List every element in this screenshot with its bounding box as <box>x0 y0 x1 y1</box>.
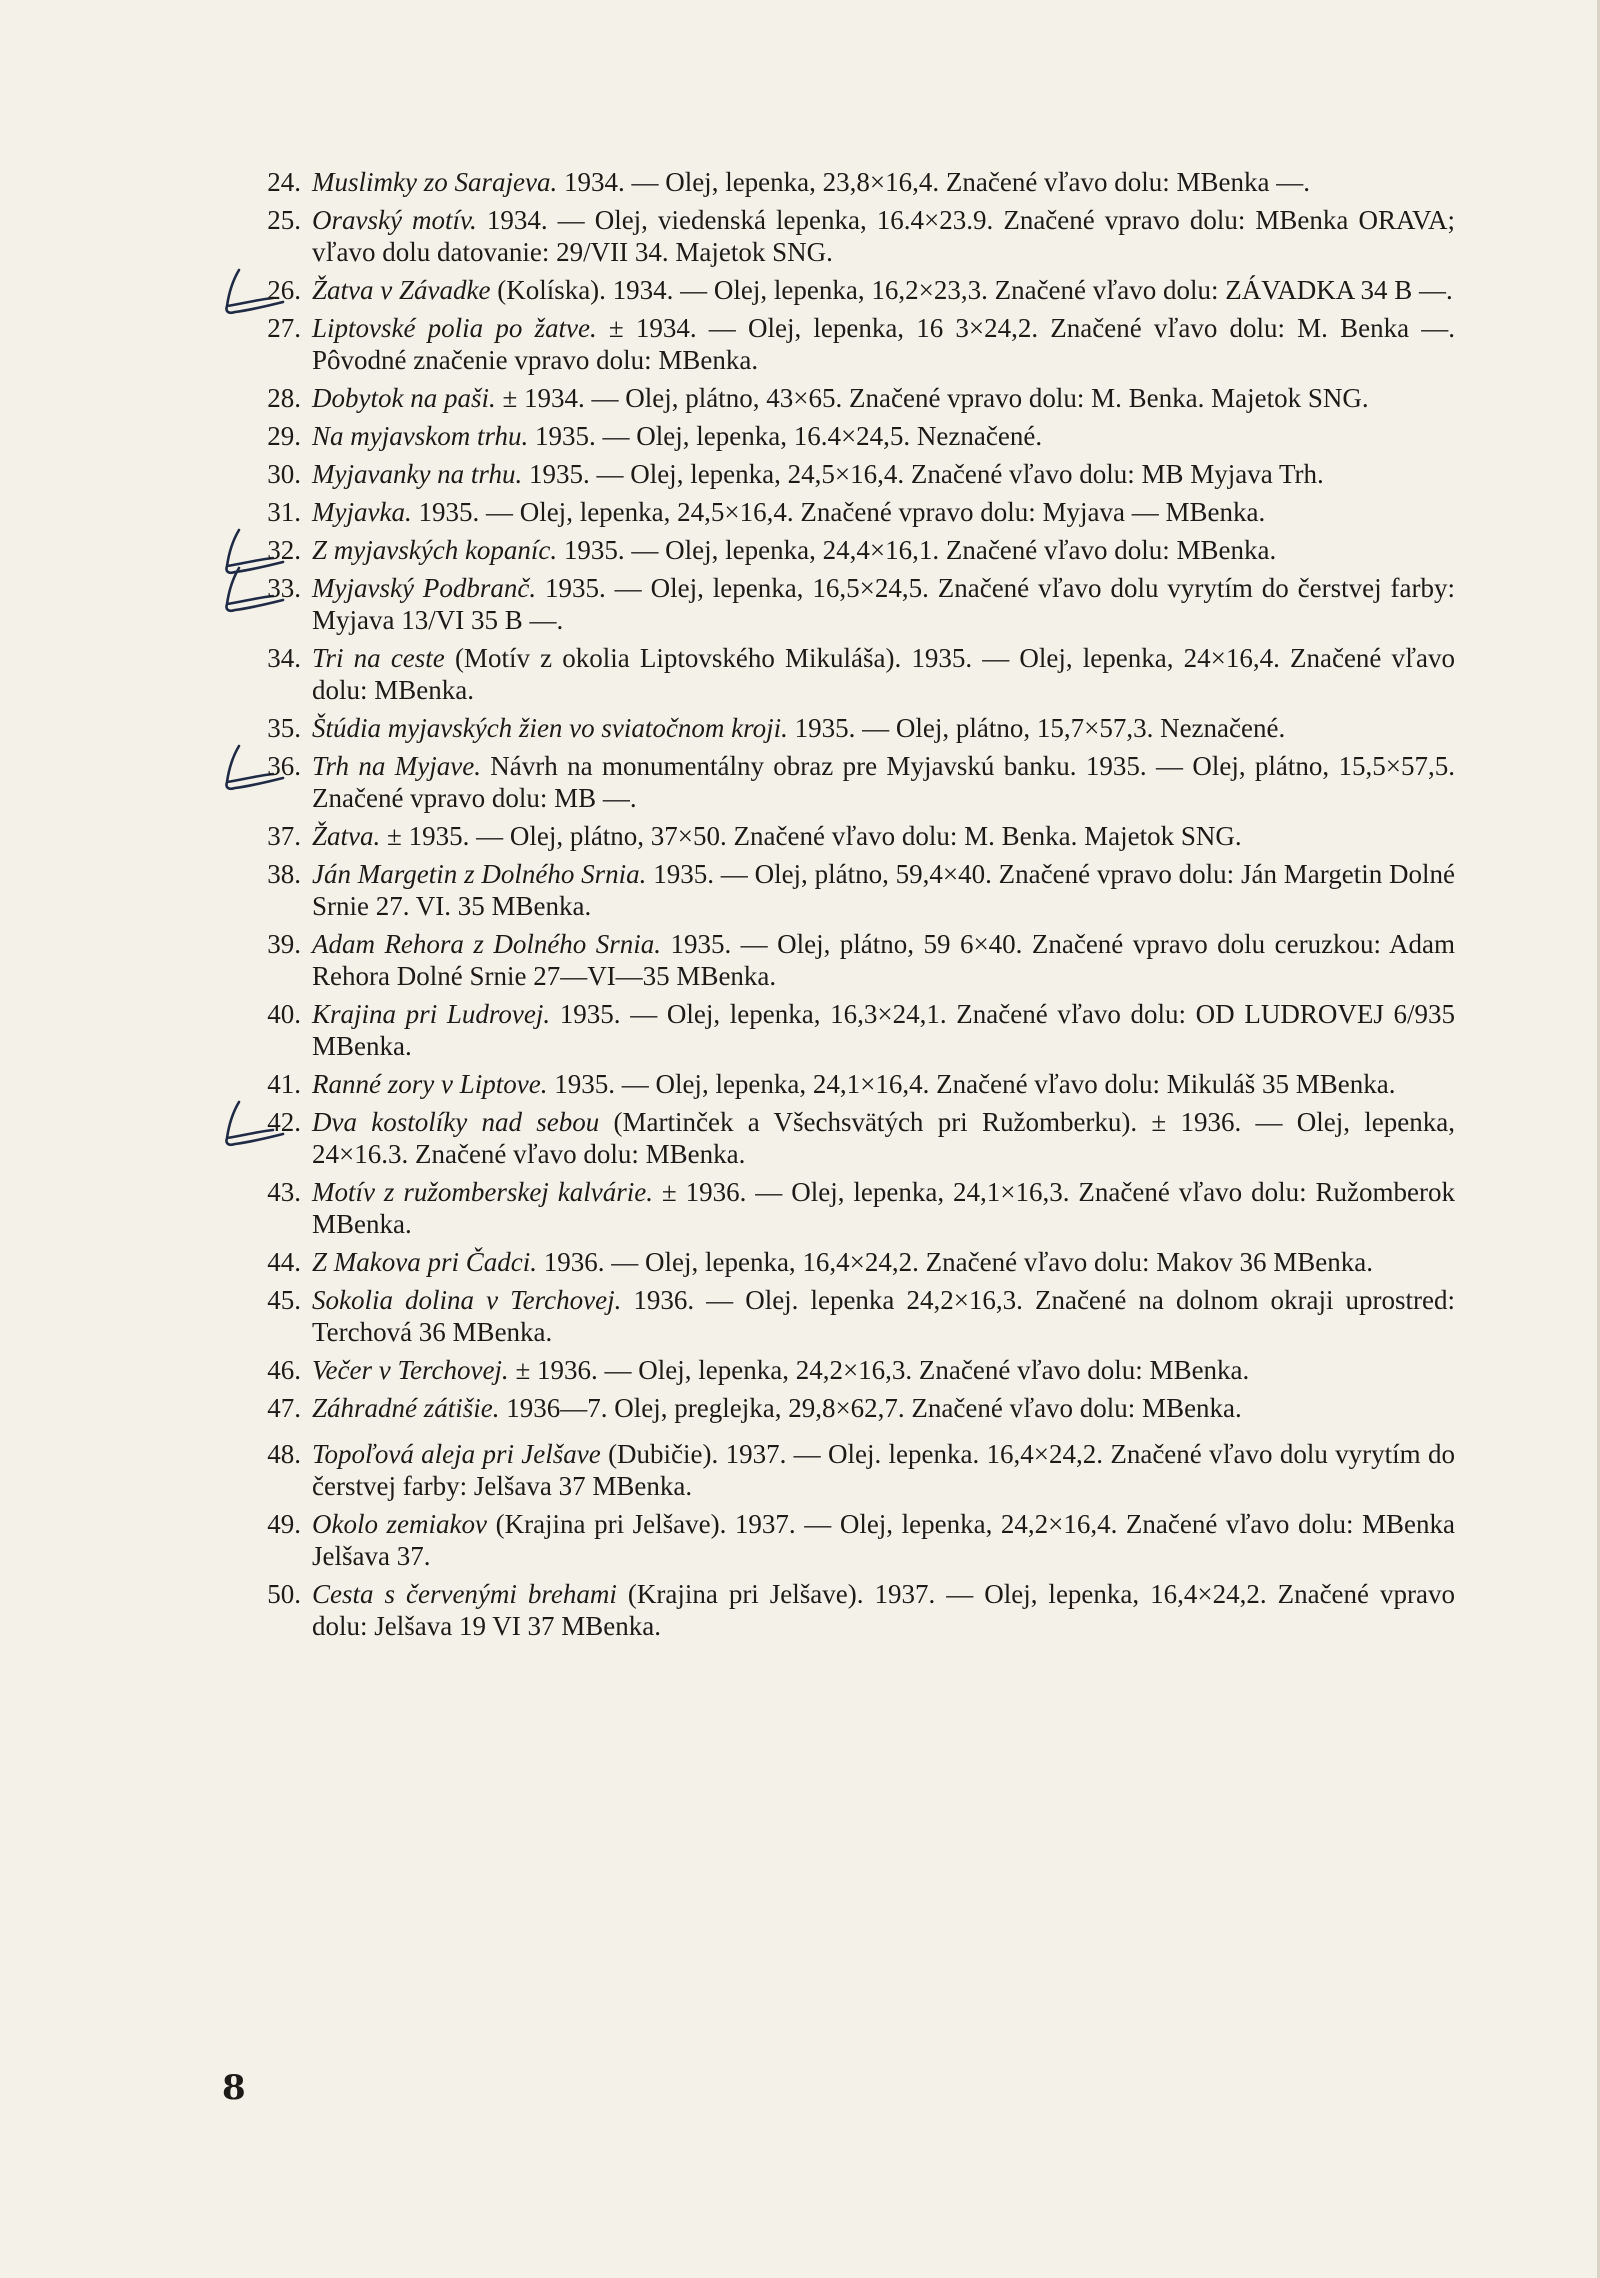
entry-title: Myjavanky na trhu. <box>312 459 523 489</box>
entry-number: 44. <box>267 1247 301 1277</box>
entry-title: Myjavský Podbranč. <box>312 573 537 603</box>
catalog-entry <box>235 1354 1455 1386</box>
entry-title: Dobytok na paši. <box>312 383 496 413</box>
entry-description: Návrh na monumentálny obraz pre Myjavskú banku. 1935. — Olej, plátno, 15,5×57,5. Značené vpravo dolu: MB —. <box>312 751 1455 813</box>
catalog-entry <box>235 382 1455 414</box>
catalog-entry <box>235 1438 1455 1502</box>
catalog-entry <box>235 496 1455 528</box>
entry-title: Okolo zemiakov <box>312 1509 488 1539</box>
catalog-entry <box>235 458 1455 490</box>
entry-number: 25. <box>267 205 301 235</box>
entry-number: 43. <box>267 1177 301 1207</box>
entry-description: 1934. — Olej, viedenská lepenka, 16.4×23.9. Značené vpravo dolu: MBenka ORAVA; vľavo dolu datovanie: 29/VII 34. Majetok SNG. <box>312 205 1455 267</box>
catalog-entry <box>235 750 1455 814</box>
catalog-entry <box>235 642 1455 706</box>
entry-description: 1936. — Olej. lepenka 24,2×16,3. Značené na dolnom okraji uprostred: Terchová 36 MBenka. <box>312 1285 1455 1347</box>
catalog-entry <box>235 1392 1455 1424</box>
entry-number: 36. <box>267 751 301 781</box>
entry-description: 1935. — Olej, lepenka, 16,3×24,1. Značené vľavo dolu: OD LUDROVEJ 6/935 MBenka. <box>312 999 1455 1061</box>
entry-description: 1935. — Olej, lepenka, 24,1×16,4. Značené vľavo dolu: Mikuláš 35 MBenka. <box>547 1069 1396 1099</box>
entry-number: 29. <box>267 421 301 451</box>
catalog-entry <box>235 1068 1455 1100</box>
catalog-entry <box>235 420 1455 452</box>
entry-description: 1936. — Olej, lepenka, 16,4×24,2. Značené vľavo dolu: Makov 36 MBenka. <box>536 1247 1374 1277</box>
entry-title: Záhradné zátišie. <box>312 1393 500 1423</box>
catalog-entries <box>235 166 1455 1648</box>
entry-number: 47. <box>267 1393 301 1423</box>
entry-description: ± 1936. — Olej, lepenka, 24,2×16,3. Značené vľavo dolu: MBenka. <box>508 1355 1250 1385</box>
entry-title: Cesta s červenými brehami <box>312 1579 617 1609</box>
entry-title: Trh na Myjave. <box>312 751 481 781</box>
entry-number: 45. <box>267 1285 301 1315</box>
entry-number: 39. <box>267 929 301 959</box>
entry-number: 48. <box>267 1439 301 1469</box>
entry-description: (Kolíska). 1934. — Olej, lepenka, 16,2×23,3. Značené vľavo dolu: ZÁVADKA 34 B —. <box>490 275 1453 305</box>
entry-description: 1935. — Olej, lepenka, 24,5×16,4. Značené vľavo dolu: MB Myjava Trh. <box>522 459 1324 489</box>
entry-description: 1935. — Olej, lepenka, 24,5×16,4. Značené vpravo dolu: Myjava — MBenka. <box>411 497 1266 527</box>
entry-number: 35. <box>267 713 301 743</box>
entry-description: 1935. — Olej, plátno, 59 6×40. Značené vpravo dolu ceruzkou: Adam Rehora Dolné Srnie 27—VI—35 MBenka. <box>312 929 1456 991</box>
catalog-entry <box>235 1106 1455 1170</box>
entry-description: ± 1936. — Olej, lepenka, 24,1×16,3. Značené vľavo dolu: Ružomberok MBenka. <box>312 1177 1455 1239</box>
entry-title: Z myjavských kopaníc. <box>312 535 558 565</box>
entry-description: 1934. — Olej, lepenka, 23,8×16,4. Značené vľavo dolu: MBenka —. <box>557 167 1310 197</box>
entry-description: (Krajina pri Jelšave). 1937. — Olej, lepenka, 16,4×24,2. Značené vpravo dolu: Jelšava 19 VI 37 MBenka. <box>312 1579 1455 1641</box>
entry-title: Dva kostolíky nad sebou <box>312 1107 600 1137</box>
entry-title: Tri na ceste <box>312 643 445 673</box>
entry-number: 24. <box>267 167 301 197</box>
entry-title: Myjavka. <box>312 497 412 527</box>
entry-description: 1935. — Olej, lepenka, 16.4×24,5. Neznačené. <box>528 421 1043 451</box>
catalog-entry <box>235 998 1455 1062</box>
entry-title: Motív z ružomberskej kalvárie. <box>312 1177 653 1207</box>
catalog-entry <box>235 274 1455 306</box>
entry-description: 1935. — Olej, lepenka, 16,5×24,5. Značené vľavo dolu vyrytím do čerstvej farby: Myjava 13/VI 35 B —. <box>312 573 1456 635</box>
catalog-entry <box>235 1284 1455 1348</box>
entry-number: 46. <box>267 1355 301 1385</box>
entry-title: Muslimky zo Sarajeva. <box>312 167 558 197</box>
entry-description: (Dubičie). 1937. — Olej. lepenka. 16,4×24,2. Značené vľavo dolu vyrytím do čerstvej farby: Jelšava 37 MBenka. <box>312 1439 1455 1501</box>
entry-number: 40. <box>267 999 301 1029</box>
catalog-entry <box>235 1578 1455 1642</box>
catalog-entry <box>235 166 1455 198</box>
entry-description: (Motív z okolia Liptovského Mikuláša). 1935. — Olej, lepenka, 24×16,4. Značené vľavo dolu: MBenka. <box>312 643 1456 705</box>
catalog-entry <box>235 312 1455 376</box>
entry-title: Adam Rehora z Dolného Srnia. <box>312 929 662 959</box>
entry-description: (Martinček a Všechsvätých pri Ružomberku). ± 1936. — Olej, lepenka, 24×16.3. Značené vľavo dolu: MBenka. <box>312 1107 1455 1169</box>
entry-title: Krajina pri Ludrovej. <box>312 999 551 1029</box>
page-number: 8 <box>222 2068 246 2108</box>
entry-number: 27. <box>267 313 301 343</box>
entry-title: Žatva. <box>312 821 381 851</box>
catalog-entry <box>235 204 1455 268</box>
entry-description: ± 1934. — Olej, lepenka, 16 3×24,2. Značené vľavo dolu: M. Benka —. Pôvodné značenie vpravo dolu: MBenka. <box>312 313 1455 375</box>
entry-number: 38. <box>267 859 301 889</box>
entry-title: Štúdia myjavských žien vo sviatočnom kroji. <box>312 713 788 743</box>
entry-number: 34. <box>267 643 301 673</box>
catalog-entry <box>235 928 1455 992</box>
entry-title: Ján Margetin z Dolného Srnia. <box>312 859 647 889</box>
catalog-entry <box>235 1246 1455 1278</box>
entry-title: Ranné zory v Liptove. <box>312 1069 548 1099</box>
entry-number: 50. <box>267 1579 301 1609</box>
entry-number: 26. <box>267 275 301 305</box>
entry-number: 30. <box>267 459 301 489</box>
catalog-entry <box>235 1176 1455 1240</box>
entry-title: Topoľová aleja pri Jelšave <box>312 1439 601 1469</box>
catalog-entry <box>235 1508 1455 1572</box>
entry-title: Sokolia dolina v Terchovej. <box>312 1285 622 1315</box>
entry-number: 32. <box>267 535 301 565</box>
catalog-entry <box>235 858 1455 922</box>
entry-number: 42. <box>267 1107 301 1137</box>
catalog-entry <box>235 712 1455 744</box>
catalog-entry <box>235 820 1455 852</box>
entry-number: 49. <box>267 1509 301 1539</box>
entry-description: 1935. — Olej, lepenka, 24,4×16,1. Značené vľavo dolu: MBenka. <box>557 535 1277 565</box>
entry-title: Z Makova pri Čadci. <box>312 1247 537 1277</box>
entry-number: 33. <box>267 573 301 603</box>
entry-title: Liptovské polia po žatve. <box>312 313 597 343</box>
catalog-entry <box>235 534 1455 566</box>
entry-description: ± 1935. — Olej, plátno, 37×50. Značené vľavo dolu: M. Benka. Majetok SNG. <box>380 821 1242 851</box>
entry-description: 1935. — Olej, plátno, 59,4×40. Značené vpravo dolu: Ján Margetin Dolné Srnie 27. VI. 35 MBenka. <box>312 859 1456 921</box>
entry-title: Oravský motív. <box>312 205 477 235</box>
entry-description: 1935. — Olej, plátno, 15,7×57,3. Neznačené. <box>787 713 1286 743</box>
entry-number: 37. <box>267 821 301 851</box>
entry-title: Na myjavskom trhu. <box>312 421 529 451</box>
entry-number: 31. <box>267 497 301 527</box>
entry-description: 1936—7. Olej, preglejka, 29,8×62,7. Značené vľavo dolu: MBenka. <box>499 1393 1242 1423</box>
entry-number: 28. <box>267 383 301 413</box>
entry-title: Večer v Terchovej. <box>312 1355 509 1385</box>
entry-description: ± 1934. — Olej, plátno, 43×65. Značené vpravo dolu: M. Benka. Majetok SNG. <box>495 383 1369 413</box>
entry-title: Žatva v Závadke <box>312 275 491 305</box>
catalog-entry <box>235 572 1455 636</box>
entry-number: 41. <box>267 1069 301 1099</box>
entry-description: (Krajina pri Jelšave). 1937. — Olej, lepenka, 24,2×16,4. Značené vľavo dolu: MBenka Jelšava 37. <box>312 1509 1455 1571</box>
